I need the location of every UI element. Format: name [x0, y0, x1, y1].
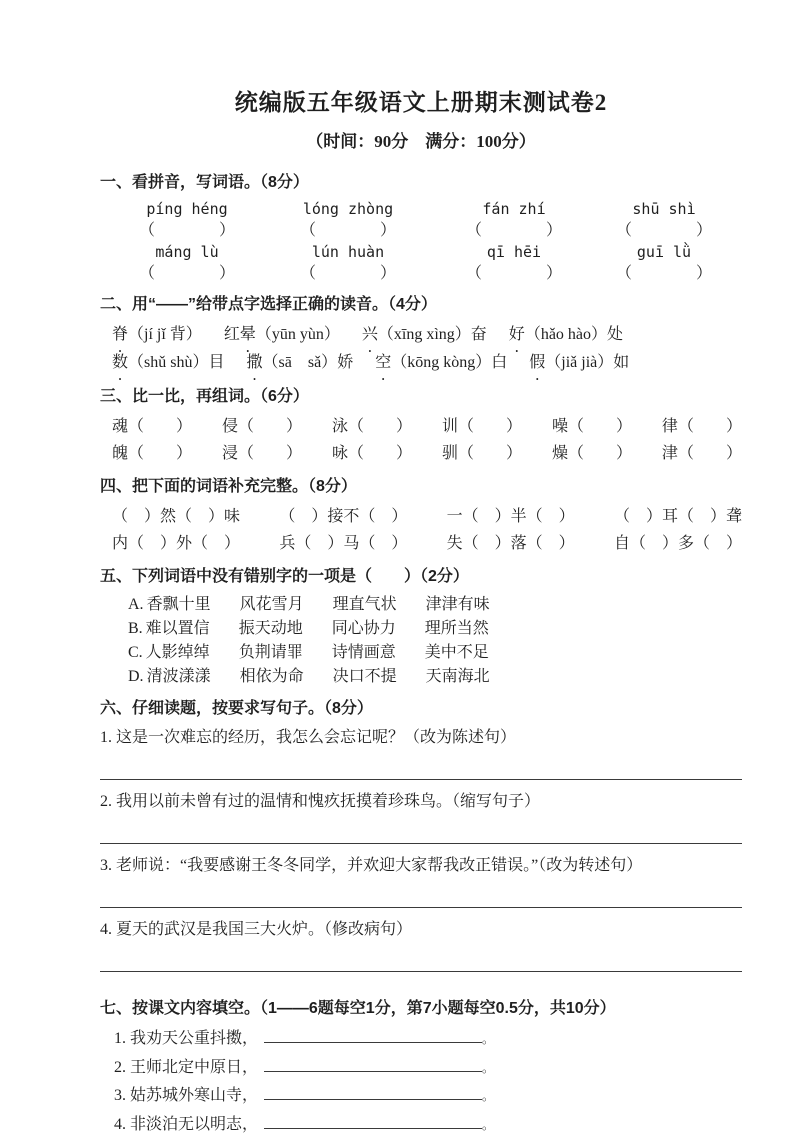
answer-brackets: （ ） [568, 445, 632, 462]
option-word: 负荆请罪 [239, 644, 303, 661]
idiom-cell: 自（ ）多（ ） [614, 530, 742, 557]
sentence-item: 3. 老师说：“我要感谢王冬冬同学，并欢迎大家帮我改正错误。”（改为转述句） [100, 853, 742, 878]
pronunciation-line [112, 349, 742, 377]
idiom-cell: （ ）耳（ ）聋 [614, 503, 742, 530]
sentence-item: 2. 我用以前未曾有过的温情和愧疚抚摸着珍珠鸟。（缩写句子） [100, 789, 742, 814]
idiom-cell: （ ）接不（ ） [279, 503, 407, 530]
fill-blank-item [114, 1082, 742, 1111]
fill-blank-item [114, 1054, 742, 1083]
option-label: D. [128, 668, 144, 685]
compare-cell: 魂（ ） [112, 413, 192, 440]
answer-brackets: （ ） [594, 263, 734, 285]
answer-brackets: （ ） [238, 418, 302, 435]
option-word: 天南海北 [426, 668, 490, 685]
answer-blank-underline [264, 1028, 482, 1043]
answer-brackets: （ ） [434, 263, 594, 285]
idiom-cell: 失（ ）落（ ） [447, 530, 575, 557]
fill-blank-item [114, 1025, 742, 1054]
exam-content [100, 84, 742, 1139]
answer-brackets: （ ） [568, 418, 632, 435]
compare-cell: 律（ ） [662, 413, 742, 440]
option-label: A. [128, 596, 144, 613]
compare-cell: 燥（ ） [552, 440, 632, 467]
option-word: 理直气状 [333, 596, 397, 613]
compare-cell: 咏（ ） [332, 440, 412, 467]
answer-writing-line [100, 878, 742, 908]
compare-cell: 噪（ ） [552, 413, 632, 440]
option-word: 振天动地 [239, 620, 303, 637]
section-7-header: 七、按课文内容填空。（1——6题每空1分，第7小题每空0.5分，共10分） [100, 998, 742, 1020]
answer-brackets: （ ） [112, 263, 262, 285]
option-word: 诗情画意 [332, 644, 396, 661]
option-word: 难以置信 [146, 620, 210, 637]
period-mark: 。 [482, 1061, 494, 1075]
compare-words-row [112, 413, 742, 440]
option-word: 理所当然 [425, 620, 489, 637]
dotted-character: 撒 [247, 349, 263, 377]
compare-cell: 浸（ ） [222, 440, 302, 467]
option-word: 风花雪月 [240, 596, 304, 613]
idiom-cell: 内（ ）外（ ） [112, 530, 240, 557]
dotted-character: 好 [509, 321, 525, 349]
pinyin-word: lún huàn [262, 242, 434, 263]
section-3-header: 三、比一比，再组词。（6分） [100, 386, 742, 408]
section-6-header: 六、仔细读题，按要求写句子。（8分） [100, 698, 742, 720]
option-word: 清波漾漾 [147, 668, 211, 685]
verse-prompt: 4. 非淡泊无以明志， [114, 1116, 258, 1133]
pinyin-word: qī hēi [434, 242, 594, 263]
answer-writing-line [100, 814, 742, 844]
answer-brackets: （ ） [434, 220, 594, 242]
option-word: 人影绰绰 [146, 644, 210, 661]
choice-option-d [128, 665, 742, 689]
answer-brackets: （ ） [458, 418, 522, 435]
option-word: 美中不足 [425, 644, 489, 661]
pronunciation-group: 兴（xīng xìng）奋 [362, 321, 487, 349]
section-1-header: 一、看拼音，写词语。（8分） [100, 172, 742, 194]
pinyin-word: máng lù [112, 242, 262, 263]
dotted-character: 脊 [112, 321, 128, 349]
pronunciation-group: 数（shǔ shù）目 [112, 349, 225, 377]
answer-writing-line [100, 750, 742, 780]
answer-brackets: （ ） [262, 263, 434, 285]
answer-blank-underline [264, 1085, 482, 1100]
section-4-header: 四、把下面的词语补充完整。（8分） [100, 476, 742, 498]
idiom-cell: （ ）然（ ）味 [112, 503, 240, 530]
pinyin-word: guī lǜ [594, 242, 734, 263]
answer-brackets: （ ） [238, 445, 302, 462]
pinyin-word: shū shì [594, 199, 734, 220]
answer-brackets: （ ） [128, 418, 192, 435]
choice-option-b [128, 617, 742, 641]
choice-option-c [128, 641, 742, 665]
choice-option-a [128, 593, 742, 617]
option-label: B. [128, 620, 143, 637]
answer-brackets: （ ） [112, 220, 262, 242]
dotted-character: 数 [112, 349, 128, 377]
option-word: 香飘十里 [147, 596, 211, 613]
answer-blank-underline [264, 1057, 482, 1072]
compare-cell: 泳（ ） [332, 413, 412, 440]
pronunciation-group: 脊（jí jǐ 背） [112, 321, 202, 349]
answer-brackets: （ ） [458, 445, 522, 462]
answer-brackets: （ ） [678, 445, 742, 462]
period-mark: 。 [482, 1032, 494, 1046]
answer-brackets: （ ） [348, 418, 412, 435]
sentence-item: 4. 夏天的武汉是我国三大火炉。（修改病句） [100, 917, 742, 942]
pronunciation-group: 红晕（yūn yùn） [224, 321, 340, 349]
option-word: 相依为命 [240, 668, 304, 685]
option-label: C. [128, 644, 143, 661]
dotted-character: 兴 [362, 321, 378, 349]
section-2-header: 二、用“——”给带点字选择正确的读音。（4分） [100, 294, 742, 316]
option-word: 津津有味 [426, 596, 490, 613]
compare-words-row [112, 440, 742, 467]
pronunciation-line [112, 321, 742, 349]
exam-time-score-info: （时间：90分 满分：100分） [100, 127, 742, 152]
section-5-header: 五、下列词语中没有错别字的一项是（ ）（2分） [100, 566, 742, 588]
pinyin-word: píng héng [112, 199, 262, 220]
verse-prompt: 1. 我劝天公重抖擞， [114, 1030, 258, 1047]
pronunciation-group: 空（kōng kòng）白 [375, 349, 507, 377]
idiom-fill-row [112, 503, 742, 530]
pronunciation-group: 好（hǎo hào）处 [509, 321, 623, 349]
sentence-item: 1. 这是一次难忘的经历，我怎么会忘记呢？（改为陈述句） [100, 725, 742, 750]
answer-brackets: （ ） [594, 220, 734, 242]
answer-brackets: （ ） [262, 220, 434, 242]
answer-brackets: （ ） [128, 445, 192, 462]
page-title: 统编版五年级语文上册期末测试卷2 [100, 84, 742, 117]
period-mark: 。 [482, 1118, 494, 1132]
compare-cell: 驯（ ） [442, 440, 522, 467]
answer-writing-line [100, 942, 742, 972]
pinyin-grid [112, 199, 742, 285]
answer-brackets: （ ） [348, 445, 412, 462]
compare-cell: 侵（ ） [222, 413, 302, 440]
pinyin-word: lóng zhòng [262, 199, 434, 220]
option-word: 同心协力 [332, 620, 396, 637]
dotted-character: 假 [529, 349, 545, 377]
dotted-character: 空 [375, 349, 391, 377]
verse-prompt: 3. 姑苏城外寒山寺， [114, 1087, 258, 1104]
pinyin-word: fán zhí [434, 199, 594, 220]
answer-blank-underline [264, 1114, 482, 1129]
compare-cell: 训（ ） [442, 413, 522, 440]
pronunciation-group: 撒（sā sǎ）娇 [247, 349, 354, 377]
compare-cell: 魄（ ） [112, 440, 192, 467]
answer-brackets: （ ） [678, 418, 742, 435]
idiom-cell: 兵（ ）马（ ） [279, 530, 407, 557]
compare-cell: 津（ ） [662, 440, 742, 467]
option-word: 决口不提 [333, 668, 397, 685]
idiom-fill-row [112, 530, 742, 557]
fill-blank-item [114, 1111, 742, 1139]
idiom-cell: 一（ ）半（ ） [447, 503, 575, 530]
pronunciation-group: 假（jiǎ jià）如 [529, 349, 629, 377]
dotted-character: 晕 [240, 321, 256, 349]
verse-prompt: 2. 王师北定中原日， [114, 1059, 258, 1076]
period-mark: 。 [482, 1089, 494, 1103]
